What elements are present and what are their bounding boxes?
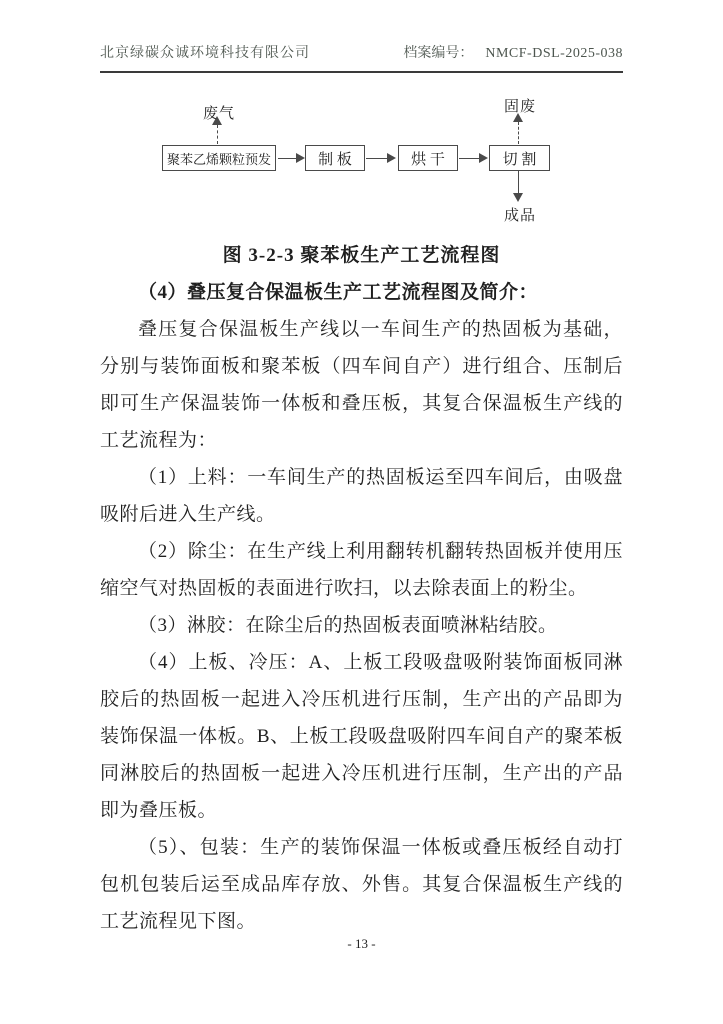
flow-step-box-drying: 烘 干 <box>398 145 458 171</box>
process-flowchart <box>0 85 723 245</box>
waste-gas-dashed-arrow-up-icon <box>217 125 218 144</box>
product-arrow-down-icon <box>518 171 519 193</box>
page-header <box>100 44 623 73</box>
figure-caption: 图 3-2-3 聚苯板生产工艺流程图 <box>222 245 501 266</box>
flow-arrow-right-1-icon <box>278 158 296 159</box>
paragraph-step-gluing: （3）淋胶：在除尘后的热固板表面喷淋粘结胶。 <box>138 615 558 636</box>
section-heading: （4）叠压复合保温板生产工艺流程图及简介： <box>138 282 539 303</box>
waste-gas-label: 废气 <box>203 106 236 122</box>
solid-waste-dashed-arrow-up-icon <box>518 122 519 144</box>
flow-step-box-prefoaming: 聚苯乙烯颗粒预发 <box>162 145 276 171</box>
header-company-name: 北京绿碳众诚环境科技有限公司 <box>100 46 310 61</box>
paragraph-step-dedusting: （2）除尘：在生产线上利用翻转机翻转热固板并使用压缩空气对热固板的表面进行吹扫，以去除表面上的粉尘。 <box>100 541 623 599</box>
page-number: - 13 - <box>347 936 376 951</box>
paragraph-step-loading: （1）上料：一车间生产的热固板运至四车间后，由吸盘吸附后进入生产线。 <box>100 467 623 525</box>
flow-step-box-cutting: 切 割 <box>489 145 550 171</box>
document-body <box>100 237 623 940</box>
flow-arrow-right-3-icon <box>459 158 479 159</box>
archive-label: 档案编号： <box>403 46 474 61</box>
header-archive <box>403 44 623 64</box>
flow-arrow-right-2-icon <box>366 158 387 159</box>
paragraph-step-packaging: （5）、包装：生产的装饰保温一体板或叠压板经自动打包机包装后运至成品库存放、外售。其复合保温板生产线的工艺流程见下图。 <box>100 837 623 932</box>
paragraph-step-cold-pressing: （4）上板、冷压：A、上板工段吸盘吸附装饰面板同淋胶后的热固板一起进入冷压机进行压制，生产出的产品即为装饰保温一体板。B、上板工段吸盘吸附四车间自产的聚苯板同淋胶后的热固板一起进入冷压机进行压制，生产出的产品即为叠压板。 <box>100 652 623 821</box>
paragraph-overview: 叠压复合保温板生产线以一车间生产的热固板为基础，分别与装饰面板和聚苯板（四车间自产）进行组合、压制后即可生产保温装饰一体板和叠压板，其复合保温板生产线的工艺流程为： <box>100 319 623 451</box>
solid-waste-label: 固废 <box>504 99 537 115</box>
flow-step-box-board-making: 制 板 <box>305 145 365 171</box>
product-label: 成品 <box>504 208 537 224</box>
page-footer <box>0 936 723 952</box>
archive-number: NMCF-DSL-2025-038 <box>485 46 623 61</box>
